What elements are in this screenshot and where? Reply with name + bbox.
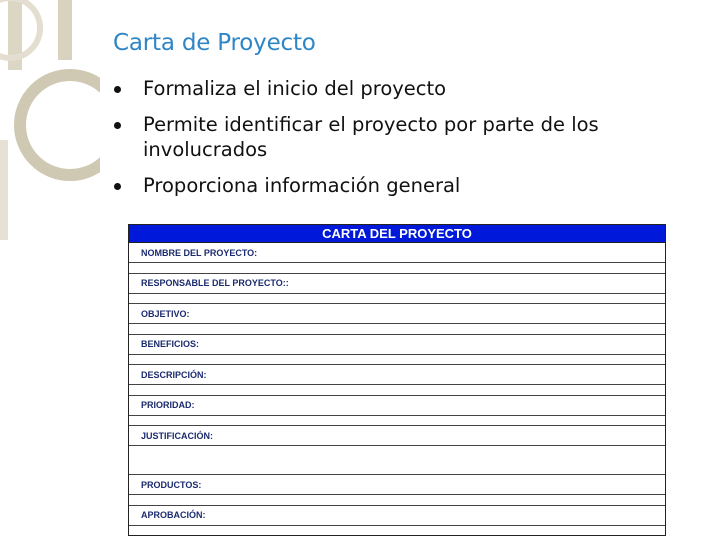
bullet-item — [112, 173, 712, 198]
bullet-dot-icon — [114, 86, 121, 93]
bullet-text: Formaliza el inicio del proyecto — [143, 77, 447, 100]
field-value-products — [129, 495, 665, 505]
form-header: CARTA DEL PROYECTO — [129, 225, 665, 243]
decor-bar — [0, 140, 8, 240]
bullet-text: Permite identificar el proyecto por parte de los involucrados — [143, 113, 599, 161]
field-label-products: PRODUCTOS: — [129, 475, 665, 495]
field-label-project-owner: RESPONSABLE DEL PROYECTO:: — [129, 274, 665, 294]
field-label-approval: APROBACIÓN: — [129, 506, 665, 526]
field-value-description — [129, 385, 665, 395]
field-label-justification: JUSTIFICACIÓN: — [129, 426, 665, 446]
field-label-objective: OBJETIVO: — [129, 304, 665, 324]
field-value-justification — [129, 446, 665, 475]
field-value-project-owner — [129, 294, 665, 304]
field-value-priority — [129, 416, 665, 426]
decor-ring-large — [20, 75, 100, 175]
bullet-text: Proporciona información general — [143, 174, 461, 197]
field-value-approval — [129, 526, 665, 535]
field-label-priority: PRIORIDAD: — [129, 396, 665, 416]
slide-title: Carta de Proyecto — [113, 30, 316, 56]
field-value-objective — [129, 324, 665, 334]
bullet-item — [112, 112, 712, 162]
field-value-benefits — [129, 355, 665, 365]
bullet-dot-icon — [114, 122, 121, 129]
decorative-rings-graphic — [0, 0, 100, 240]
field-label-benefits: BENEFICIOS: — [129, 335, 665, 355]
project-charter-form — [128, 224, 666, 536]
bullet-list — [112, 76, 712, 209]
field-value-project-name — [129, 263, 665, 273]
decor-bar — [58, 0, 72, 60]
field-label-description: DESCRIPCIÓN: — [129, 365, 665, 385]
bullet-dot-icon — [114, 183, 121, 190]
bullet-item — [112, 76, 712, 101]
field-label-project-name: NOMBRE DEL PROYECTO: — [129, 243, 665, 263]
